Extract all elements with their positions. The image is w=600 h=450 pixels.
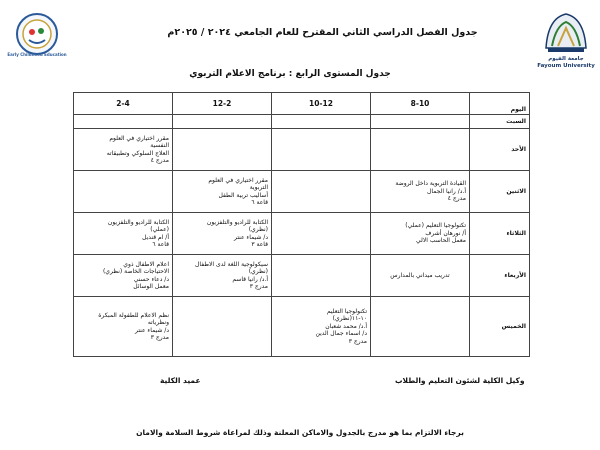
cell-line: الكتابة للراديو والتلفزيون — [206, 218, 268, 226]
time-slot-header: 10-12 — [272, 93, 371, 115]
day-name: الثلاثاء — [470, 213, 530, 255]
cell-line: مقرر اختياري في العلوم — [109, 134, 169, 142]
day-name: الأحد — [470, 129, 530, 171]
cell-line: القيادة التربوية داخل الروضة — [395, 180, 466, 188]
cell-line: أ/ نورهان أشرف — [425, 229, 466, 237]
page-title: جدول الفصل الدراسي الثاني المقترح للعام الجامعي ٢٠٢٤ / ٢٠٢٥م — [167, 27, 478, 38]
cell-line: قاعة ٦ — [152, 240, 169, 248]
cell-line: قاعة ٣ — [251, 240, 268, 248]
schedule-cell — [371, 129, 470, 171]
cell-line: مدرج ٤ — [447, 195, 466, 203]
schedule-cell — [272, 297, 371, 357]
cell-line: أساليب تربية الطفل — [218, 191, 268, 199]
university-name-ar: جامعة الفيوم — [548, 56, 584, 62]
cell-line: أ/ ام قنديل — [142, 233, 169, 241]
cell-line: أ.د/ محمد شعبان — [325, 322, 367, 330]
day-row — [74, 255, 530, 297]
day-row — [74, 115, 530, 129]
schedule-cell — [74, 171, 173, 213]
time-slot-header: 8-10 — [371, 93, 470, 115]
day-name: الخميس — [470, 297, 530, 357]
schedule-cell — [272, 171, 371, 213]
cell-line: النفسية — [150, 142, 169, 150]
cell-line: تكنولوجيا التعليم (عملي) — [405, 222, 466, 230]
day-row — [74, 297, 530, 357]
schedule-cell — [74, 297, 173, 357]
cell-line: د/ شيماء عنتر — [135, 326, 169, 334]
page-subtitle: جدول المستوى الرابع : برنامج الاعلام التربوي — [189, 69, 391, 79]
cell-line: مدرج ٣ — [249, 282, 268, 290]
cell-line: مدرج ٤ — [150, 156, 169, 164]
cell-line: ونظرياته — [147, 319, 169, 327]
schedule-cell — [173, 129, 272, 171]
cell-line: د/ دعاء حسني — [133, 275, 169, 283]
cell-line: مدرج ٣ — [150, 333, 169, 341]
cell-line: اعلام الاطفال ذوي — [123, 260, 169, 268]
schedule-cell — [272, 115, 371, 129]
day-name: السبت — [470, 115, 530, 129]
schedule-cell — [173, 297, 272, 357]
corner-cell — [470, 93, 530, 115]
schedule-cell — [272, 213, 371, 255]
day-name: الأربعاء — [470, 255, 530, 297]
time-slot-header: 2-4 — [74, 93, 173, 115]
university-logo — [538, 8, 594, 62]
day-row — [74, 213, 530, 255]
vice-dean-signature: وكيل الكلية لشئون التعليم والطلاب — [395, 376, 525, 385]
cell-line: قاعة ٦ — [251, 198, 268, 206]
schedule-cell — [272, 255, 371, 297]
cell-line: تكنولوجيا التعليم — [326, 307, 367, 315]
cell-line: (نظري) — [248, 226, 268, 234]
header-row — [74, 93, 530, 115]
day-row — [74, 171, 530, 213]
cell-line: أ.د/ رانيا قاسم — [232, 275, 268, 283]
schedule-cell — [371, 297, 470, 357]
cell-line: معمل الحاسب الالي — [416, 237, 466, 245]
schedule-cell — [272, 129, 371, 171]
corner-label: اليوم — [510, 105, 526, 113]
day-name: الاثنين — [470, 171, 530, 213]
university-name-en: Fayoum University — [537, 63, 595, 69]
schedule-cell — [371, 171, 470, 213]
cell-line: التربوية — [249, 184, 268, 192]
schedule-cell — [173, 115, 272, 129]
cell-line: مدرج ٣ — [348, 337, 367, 345]
cell-line: (نظري) — [248, 268, 268, 276]
day-row — [74, 129, 530, 171]
cell-line: الكتابة للراديو والتلفزيون — [107, 218, 169, 226]
schedule-cell — [173, 213, 272, 255]
schedule-cell — [371, 213, 470, 255]
dean-signature: عميد الكلية — [160, 376, 201, 385]
footer-note: برجاء الالتزام بما هو مدرج بالجدول والاماكن المعلنة وذلك لمراعاة شروط السلامة والامان — [136, 428, 464, 437]
schedule-table — [73, 92, 530, 357]
schedule-cell — [74, 213, 173, 255]
cell-line: نظم الاعلام للطفولة المبكرة — [98, 311, 169, 319]
time-slot-header: 12-2 — [173, 93, 272, 115]
schedule-cell — [74, 115, 173, 129]
cell-line: معمل الوسائل — [133, 282, 169, 290]
schedule-cell — [74, 129, 173, 171]
cell-line: أ.د/ رانيا الجمال — [427, 187, 466, 195]
schedule-cell — [74, 255, 173, 297]
cell-line: سيكولوجية اللغة لدى الاطفال — [195, 260, 268, 268]
schedule-cell — [173, 255, 272, 297]
cell-line: تدريب ميداني بالمدارس — [390, 271, 450, 279]
cell-line: د/ شيماء عنتر — [234, 233, 268, 241]
cell-line: د/ اسماء جمال الدين — [315, 330, 367, 338]
cell-line: الاحتياجات الخاصة (نظري) — [102, 268, 169, 276]
cell-line: (عملي) — [150, 226, 169, 234]
schedule-cell — [371, 255, 470, 297]
cell-line: ١٠-١١(نظري) — [332, 315, 367, 323]
schedule-body — [74, 93, 530, 357]
university-logo-caption — [533, 56, 599, 70]
cell-line: العلاج السلوكي وتطبيقاته — [106, 149, 169, 157]
cell-line: مقرر اختياري في العلوم — [208, 176, 268, 184]
faculty-logo-caption: Early Childhood Education — [7, 52, 67, 57]
schedule-cell — [371, 115, 470, 129]
schedule-cell — [173, 171, 272, 213]
